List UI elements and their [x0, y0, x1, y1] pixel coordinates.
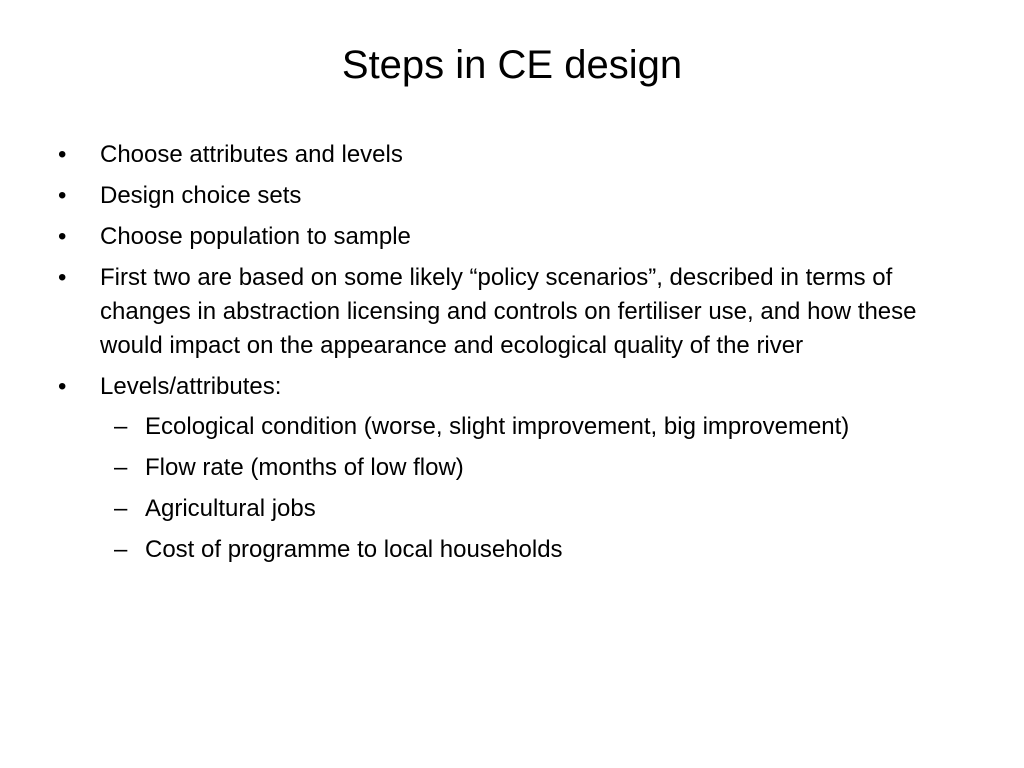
bullet-item — [58, 138, 958, 172]
sub-bullet-item — [100, 492, 958, 526]
bullet-marker: • — [58, 141, 67, 168]
slide-title: Steps in CE design — [341, 43, 683, 87]
sub-bullet-text: Cost of programme to local households — [145, 536, 563, 563]
bullet-item — [58, 261, 958, 363]
bullet-item — [58, 220, 958, 254]
sub-bullet-marker: – — [114, 454, 128, 481]
bullet-marker: • — [58, 182, 67, 209]
bullet-text: Levels/attributes: — [100, 373, 282, 400]
sub-bullet-marker: – — [114, 536, 128, 563]
bullet-item — [58, 370, 958, 567]
sub-bullet-text: Agricultural jobs — [145, 495, 316, 522]
sub-bullet-item — [100, 451, 958, 485]
bullet-text: Choose attributes and levels — [100, 141, 403, 168]
bullet-marker: • — [58, 373, 67, 400]
sub-bullet-text: Ecological condition (worse, slight improvement, big improvement) — [145, 413, 850, 440]
sub-bullet-item — [100, 533, 958, 567]
bullet-list — [58, 138, 958, 574]
bullet-marker: • — [58, 264, 67, 291]
sub-bullet-text: Flow rate (months of low flow) — [145, 454, 464, 481]
sub-bullet-marker: – — [114, 495, 128, 522]
sub-bullet-item — [100, 410, 958, 444]
bullet-text: Choose population to sample — [100, 223, 411, 250]
sub-bullet-list — [100, 410, 958, 567]
bullet-marker: • — [58, 223, 67, 250]
bullet-text: Design choice sets — [100, 182, 302, 209]
bullet-item — [58, 179, 958, 213]
sub-bullet-marker: – — [114, 413, 128, 440]
bullet-text: First two are based on some likely “policy scenarios”, described in terms of changes in abstraction licensing and controls on fertiliser use, and how these would impact on the appearance and ecological quality of the river — [100, 264, 917, 359]
